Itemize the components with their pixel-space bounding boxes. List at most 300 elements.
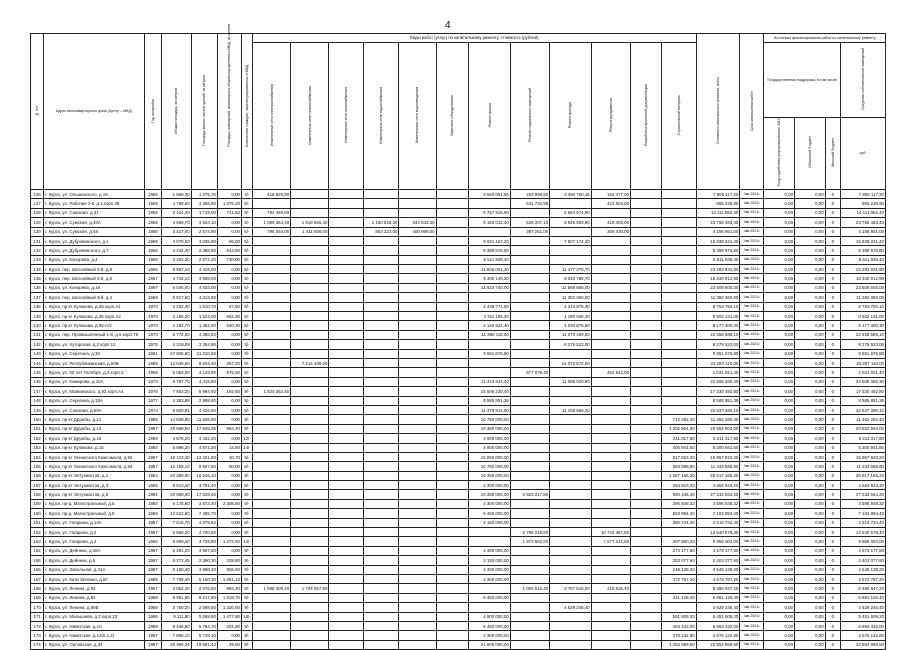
row-work-cost-cell (252, 434, 290, 443)
row-residents-cell: 5/- (241, 293, 252, 302)
row-regional-cell: 0,00 (795, 556, 826, 565)
row-total-area-cell: 27 606,80 (162, 349, 192, 358)
row-local-cell: 0 (825, 227, 840, 236)
row-local-cell: 0 (825, 368, 840, 377)
row-local-cell: 0 (825, 443, 840, 452)
row-deadline-cell: 4кв.2021г. (740, 640, 764, 649)
row-common-area-cell: 964,40 (217, 424, 241, 433)
row-work-cost-cell (399, 321, 436, 330)
row-work-cost-cell (329, 405, 364, 414)
row-deadline-cell: 4кв.2021г. (740, 434, 764, 443)
col-work-lift-header: Лифтовое оборудование (436, 43, 469, 190)
row-work-cost-cell (291, 405, 329, 414)
row-deadline-cell: 4кв.2021г. (740, 499, 764, 508)
row-work-cost-cell (399, 265, 436, 274)
col-year-header: Год постройки (144, 34, 161, 190)
row-work-cost-cell (631, 330, 662, 339)
row-fund-cell: 0,00 (764, 246, 795, 255)
row-local-cell: 0 (825, 387, 840, 396)
row-work-cost-cell: 407 950,20 (661, 537, 696, 546)
row-owners-cell: 6 881 126,40 (840, 593, 885, 602)
row-work-cost-cell (436, 471, 469, 480)
row-work-cost-cell: 2 150 000,00 (469, 556, 511, 565)
row-work-cost-cell (591, 246, 630, 255)
row-work-cost-cell (550, 471, 592, 480)
row-common-area-cell: 1 477,90 (217, 612, 241, 621)
row-deadline-cell: 4кв.2021г. (740, 621, 764, 630)
row-work-cost-cell: 1 918 566,40 (291, 218, 329, 227)
row-total-cost-cell: 9 959 004,00 (696, 537, 740, 546)
row-work-cost-cell (661, 330, 696, 339)
row-owners-cell: 23 758 483,40 (840, 218, 885, 227)
row-work-cost-cell (436, 415, 469, 424)
row-work-cost-cell (436, 283, 469, 292)
row-residential-area-cell: 2 098,50 (191, 603, 217, 612)
row-work-cost-cell (550, 565, 592, 574)
row-work-cost-cell (399, 359, 436, 368)
row-common-area-cell: 0,00 (217, 274, 241, 283)
table-row (31, 631, 886, 640)
row-work-cost-cell (364, 293, 399, 302)
row-work-cost-cell: 376 132,80 (661, 631, 696, 640)
row-number-cell: 153 (31, 443, 44, 452)
row-work-cost-cell (252, 368, 290, 377)
table-row (31, 640, 886, 649)
row-number-cell: 149 (31, 405, 44, 414)
row-number-cell: 163 (31, 537, 44, 546)
row-fund-cell: 0,00 (764, 218, 795, 227)
row-work-cost-cell (510, 424, 549, 433)
row-work-cost-cell: 218 835,40 (591, 584, 630, 593)
row-work-cost-cell (364, 434, 399, 443)
row-total-cost-cell: 4 156 951,00 (696, 227, 740, 236)
row-deadline-cell: 4кв.2021г. (740, 236, 764, 245)
row-work-cost-cell (252, 405, 290, 414)
row-work-cost-cell (436, 546, 469, 555)
row-regional-cell: 0,00 (795, 405, 826, 414)
row-deadline-cell: 4кв.2021г. (740, 424, 764, 433)
row-local-cell: 0 (825, 302, 840, 311)
row-regional-cell: 0,00 (795, 574, 826, 583)
row-work-cost-cell (399, 293, 436, 302)
row-work-cost-cell (661, 246, 696, 255)
row-year-cell: 1984 (144, 471, 161, 480)
row-fund-cell: 0,00 (764, 434, 795, 443)
row-work-cost-cell (252, 443, 290, 452)
row-address-cell: г. Курск, ул. Серегина, д.18А (44, 396, 145, 405)
table-row (31, 330, 886, 339)
row-work-cost-cell: 531 732,90 (510, 199, 549, 208)
row-local-cell: 0 (825, 246, 840, 255)
row-work-cost-cell: 9 040 765,70 (550, 274, 592, 283)
row-work-cost-cell (399, 584, 436, 593)
row-local-cell: 0 (825, 274, 840, 283)
row-address-cell: г. Курск, ул. Запольная, д.41А (44, 565, 145, 574)
row-owners-cell: 20 552 904,00 (840, 424, 885, 433)
row-residential-area-cell: 5 728,10 (191, 631, 217, 640)
row-work-cost-cell (436, 340, 469, 349)
row-local-cell: 0 (825, 537, 840, 546)
row-total-cost-cell: 17 330 492,80 (696, 387, 740, 396)
row-owners-cell: 9 551 676,80 (840, 349, 885, 358)
row-deadline-cell: 4кв.2021г. (740, 274, 764, 283)
row-work-cost-cell (364, 481, 399, 490)
row-work-cost-cell (631, 574, 662, 583)
row-work-cost-cell (661, 321, 696, 330)
row-year-cell: 1967 (144, 274, 161, 283)
row-work-cost-cell: 253 077,60 (661, 556, 696, 565)
row-regional-cell: 0,00 (795, 218, 826, 227)
row-work-cost-cell: 853 323,00 (364, 227, 399, 236)
row-local-cell: 0 (825, 518, 840, 527)
row-work-cost-cell (364, 236, 399, 245)
row-common-area-cell: 257,20 (217, 359, 241, 368)
row-number-cell: 136 (31, 283, 44, 292)
row-work-cost-cell (550, 574, 592, 583)
row-common-area-cell: 30,70 (217, 452, 241, 461)
row-deadline-cell: 4кв.2021г. (740, 462, 764, 471)
row-residents-cell: 5/- (241, 274, 252, 283)
table-row (31, 546, 886, 555)
row-work-cost-cell (469, 293, 511, 302)
row-common-area-cell: 0,00 (217, 481, 241, 490)
row-work-cost-cell (661, 340, 696, 349)
row-work-cost-cell (399, 537, 436, 546)
row-work-cost-cell (591, 621, 630, 630)
row-residential-area-cell: 9 844,40 (191, 359, 217, 368)
row-work-cost-cell: 10 742 367,60 (591, 528, 630, 537)
row-work-cost-cell (399, 255, 436, 264)
row-work-cost-cell: 712 282,40 (661, 415, 696, 424)
row-work-cost-cell (661, 387, 696, 396)
row-regional-cell: 0,00 (795, 612, 826, 621)
row-local-cell: 0 (825, 377, 840, 386)
row-work-cost-cell (252, 621, 290, 630)
row-work-cost-cell (329, 283, 364, 292)
row-total-cost-cell: 11 462 282,40 (696, 415, 740, 424)
row-owners-cell: 6 511 938,40 (840, 255, 885, 264)
row-regional-cell: 0,00 (795, 537, 826, 546)
row-owners-cell: 8 389 676,80 (840, 246, 885, 255)
row-work-cost-cell (661, 603, 696, 612)
col-number-header: № п/п (31, 34, 44, 190)
row-work-cost-cell (631, 434, 662, 443)
row-work-cost-cell (591, 434, 630, 443)
row-work-cost-cell (591, 359, 630, 368)
row-year-cell: 1972 (144, 377, 161, 386)
row-regional-cell: 0,00 (795, 603, 826, 612)
row-work-cost-cell: 1 973 662,60 (510, 537, 549, 546)
row-work-cost-cell (399, 236, 436, 245)
row-year-cell: 1984 (144, 443, 161, 452)
row-work-cost-cell (291, 340, 329, 349)
row-work-cost-cell (364, 462, 399, 471)
row-residents-cell: 5/- (241, 218, 252, 227)
row-address-cell: г. Курск, пр-кт Энтузиастов, д.1 (44, 471, 145, 480)
work-types-group-header: Виды работ (услуг) по капитальному ремонту, стоимость (рублей) (252, 34, 696, 43)
row-work-cost-cell (329, 349, 364, 358)
row-residents-cell: 9/- (241, 621, 252, 630)
row-work-cost-cell (364, 565, 399, 574)
row-work-cost-cell (510, 330, 549, 339)
row-work-cost-cell: 19 350 000,00 (469, 490, 511, 499)
row-local-cell: 0 (825, 434, 840, 443)
row-work-cost-cell (631, 199, 662, 208)
row-work-cost-cell (291, 565, 329, 574)
row-regional-cell: 0,00 (795, 227, 826, 236)
row-work-cost-cell (436, 330, 469, 339)
row-work-cost-cell (631, 236, 662, 245)
row-work-cost-cell: 6 511 938,40 (469, 255, 511, 264)
row-residents-cell: 9/- (241, 387, 252, 396)
row-regional-cell: 0,00 (795, 621, 826, 630)
row-work-cost-cell (329, 236, 364, 245)
row-number-cell: 162 (31, 528, 44, 537)
row-total-area-cell: 5 272,45 (162, 556, 192, 565)
row-work-cost-cell (329, 302, 364, 311)
row-common-area-cell: 0,00 (217, 283, 241, 292)
row-work-cost-cell (550, 349, 592, 358)
row-local-cell: 0 (825, 546, 840, 555)
row-common-area-cell: 0,00 (217, 349, 241, 358)
row-total-cost-cell: 6 881 126,40 (696, 593, 740, 602)
row-fund-cell: 0,00 (764, 359, 795, 368)
row-work-cost-cell (291, 293, 329, 302)
row-residential-area-cell: 17 049,40 (191, 490, 217, 499)
row-work-cost-cell (329, 246, 364, 255)
row-regional-cell: 0,00 (795, 387, 826, 396)
row-owners-cell: 8 485 847,20 (840, 584, 885, 593)
row-work-cost-cell: 11 070 469,50 (550, 330, 592, 339)
row-deadline-cell: 4кв.2021г. (740, 377, 764, 386)
row-work-cost-cell: 4 438 774,80 (469, 302, 511, 311)
row-residential-area-cell: 13 421,90 (191, 452, 217, 461)
row-work-cost-cell (291, 546, 329, 555)
row-fund-cell: 0,00 (764, 189, 795, 198)
row-deadline-cell: 4кв.2021г. (740, 490, 764, 499)
table-row (31, 302, 886, 311)
row-total-area-cell: 3 302,20 (162, 255, 192, 264)
row-total-cost-cell: 2 510 734,40 (696, 518, 740, 527)
row-total-cost-cell: 4 596 548,32 (696, 499, 740, 508)
row-work-cost-cell (364, 349, 399, 358)
row-work-cost-cell (364, 199, 399, 208)
row-work-cost-cell (291, 208, 329, 217)
row-deadline-cell: 4кв.2021г. (740, 349, 764, 358)
row-work-cost-cell (252, 321, 290, 330)
row-fund-cell: 0,00 (764, 302, 795, 311)
col-work-design-header: Разработка проектной документации (631, 43, 662, 190)
row-work-cost-cell (291, 189, 329, 198)
row-total-cost-cell: 20 617 165,20 (696, 471, 740, 480)
row-work-cost-cell (550, 481, 592, 490)
row-year-cell: 1988 (144, 574, 161, 583)
row-owners-cell: 4 676 132,80 (840, 631, 885, 640)
row-work-cost-cell (364, 584, 399, 593)
row-work-cost-cell (329, 265, 364, 274)
row-fund-cell: 0,00 (764, 556, 795, 565)
row-address-cell: г. Курск, пр-кт Энтузиастов, д.5 (44, 490, 145, 499)
row-work-cost-cell (364, 574, 399, 583)
row-deadline-cell: 4кв.2021г. (740, 452, 764, 461)
capital-repair-table (30, 23, 886, 650)
row-regional-cell: 0,00 (795, 255, 826, 264)
row-work-cost-cell (399, 199, 436, 208)
row-work-cost-cell (591, 312, 630, 321)
row-work-cost-cell (364, 396, 399, 405)
row-year-cell: 1966 (144, 255, 161, 264)
col-work-gas-header: Инженерные сети газоснабжения (329, 43, 364, 190)
row-total-cost-cell: 15 967 923,20 (696, 452, 740, 461)
row-work-cost-cell (661, 199, 696, 208)
row-fund-cell: 0,00 (764, 265, 795, 274)
row-work-cost-cell (510, 546, 549, 555)
row-local-cell: 0 (825, 603, 840, 612)
row-work-cost-cell (631, 405, 662, 414)
row-work-cost-cell: 203 998,80 (510, 189, 549, 198)
row-work-cost-cell (550, 368, 592, 377)
row-work-cost-cell (591, 593, 630, 602)
row-work-cost-cell (631, 415, 662, 424)
row-number-cell: 137 (31, 293, 44, 302)
row-work-cost-cell (591, 518, 630, 527)
row-work-cost-cell (661, 405, 696, 414)
row-owners-cell: 5 451 609,20 (840, 612, 885, 621)
row-work-cost-cell: 4 300 000,00 (469, 565, 511, 574)
table-row (31, 556, 886, 565)
row-local-cell: 0 (825, 612, 840, 621)
row-work-cost-cell (550, 387, 592, 396)
row-work-cost-cell (399, 415, 436, 424)
table-row (31, 415, 886, 424)
row-fund-cell: 0,00 (764, 255, 795, 264)
row-work-cost-cell (510, 565, 549, 574)
row-work-cost-cell (291, 462, 329, 471)
row-address-cell: г. Курск, ул. Ленина, д.99Б (44, 603, 145, 612)
row-work-cost-cell: 11 158 565,20 (550, 405, 592, 414)
row-total-cost-cell: 8 279 523,00 (696, 340, 740, 349)
row-owners-cell: 18 340 912,90 (840, 274, 885, 283)
row-residential-area-cell: 2 488,90 (191, 246, 217, 255)
page-number: 4 (445, 20, 451, 31)
row-work-cost-cell (631, 593, 662, 602)
row-owners-cell: 15 967 923,20 (840, 452, 885, 461)
row-work-cost-cell (436, 462, 469, 471)
row-total-cost-cell: 8 485 847,20 (696, 584, 740, 593)
row-work-cost-cell (631, 349, 662, 358)
row-owners-cell: 1 031 921,40 (840, 368, 885, 377)
row-work-cost-cell: 4 300 000,00 (469, 546, 511, 555)
row-work-cost-cell (399, 640, 436, 649)
row-work-cost-cell: 7 807 174,20 (550, 236, 592, 245)
row-work-cost-cell (364, 612, 399, 621)
row-work-cost-cell (252, 359, 290, 368)
row-work-cost-cell (510, 312, 549, 321)
row-work-cost-cell (291, 593, 329, 602)
row-year-cell: 1957 (144, 584, 161, 593)
row-year-cell: 1965 (144, 199, 161, 208)
col-total-area-header: Общая площадь, кв.метров (162, 34, 192, 190)
row-work-cost-cell (364, 274, 399, 283)
row-work-cost-cell: 10 750 000,00 (469, 415, 511, 424)
row-work-cost-cell (510, 631, 549, 640)
row-work-cost-cell (510, 265, 549, 274)
row-work-cost-cell: 3 490 760,16 (550, 189, 592, 198)
row-regional-cell: 0,00 (795, 452, 826, 461)
table-row (31, 405, 886, 414)
row-owners-cell: 5 300 941,60 (840, 443, 885, 452)
row-residential-area-cell: 21 310,50 (191, 349, 217, 358)
row-total-area-cell: 6 046,00 (162, 283, 192, 292)
row-work-cost-cell (550, 621, 592, 630)
row-year-cell: 1981 (144, 349, 161, 358)
row-fund-cell: 0,00 (764, 424, 795, 433)
row-work-cost-cell (291, 321, 329, 330)
row-work-cost-cell (510, 340, 549, 349)
row-residential-area-cell: 5 784,70 (191, 621, 217, 630)
row-common-area-cell: 640,30 (217, 321, 241, 330)
row-residential-area-cell: 2 390,30 (191, 556, 217, 565)
row-owners-cell: 4 672 787,20 (840, 574, 885, 583)
table-row (31, 518, 886, 527)
row-fund-cell: 0,00 (764, 584, 795, 593)
row-work-cost-cell (661, 189, 696, 198)
row-local-cell: 0 (825, 481, 840, 490)
row-total-area-cell: 13 622,80 (162, 509, 192, 518)
row-total-area-cell: 3 062,40 (162, 584, 192, 593)
row-work-cost-cell: 1 080 354,40 (252, 218, 290, 227)
row-work-cost-cell: 15 050 000,00 (469, 452, 511, 461)
row-work-cost-cell (631, 603, 662, 612)
row-work-cost-cell: 4 300 000,00 (469, 631, 511, 640)
row-work-cost-cell (436, 603, 469, 612)
row-regional-cell: 0,00 (795, 424, 826, 433)
row-local-cell: 0 (825, 424, 840, 433)
row-work-cost-cell: 152 477,00 (591, 189, 630, 198)
row-total-cost-cell: 7 806 117,20 (696, 189, 740, 198)
row-number-cell: 127 (31, 199, 44, 208)
row-work-cost-cell (631, 189, 662, 198)
row-work-cost-cell (291, 518, 329, 527)
row-work-cost-cell (661, 584, 696, 593)
row-residents-cell: 5/- (241, 283, 252, 292)
col-work-roof-header: Ремонт крыши (469, 43, 511, 190)
row-residents-cell: 9/- (241, 603, 252, 612)
row-local-cell: 0 (825, 509, 840, 518)
row-year-cell: 1987 (144, 518, 161, 527)
table-row (31, 593, 886, 602)
row-fund-cell: 0,00 (764, 377, 795, 386)
row-total-area-cell: 4 319,09 (162, 340, 192, 349)
row-local-cell: 0 (825, 359, 840, 368)
row-work-cost-cell (252, 612, 290, 621)
row-work-cost-cell (591, 443, 630, 452)
row-work-cost-cell (436, 612, 469, 621)
row-fund-cell: 0,00 (764, 396, 795, 405)
row-work-cost-cell: 15 506 230,40 (469, 387, 511, 396)
table-row (31, 574, 886, 583)
row-owners-cell: 23 509 605,00 (840, 283, 885, 292)
row-total-area-cell: 20 389,00 (162, 471, 192, 480)
row-work-cost-cell (469, 199, 511, 208)
col-fund-header: Фонд содействия реформированию ЖКХ (764, 118, 795, 190)
row-work-cost-cell (436, 518, 469, 527)
row-work-cost-cell: 10 750 000,00 (469, 462, 511, 471)
row-address-cell: г. Курск, пер. Шоссейный 3-й, д.6 (44, 274, 145, 283)
row-work-cost-cell (510, 359, 549, 368)
row-work-cost-cell (631, 462, 662, 471)
row-work-cost-cell (252, 349, 290, 358)
